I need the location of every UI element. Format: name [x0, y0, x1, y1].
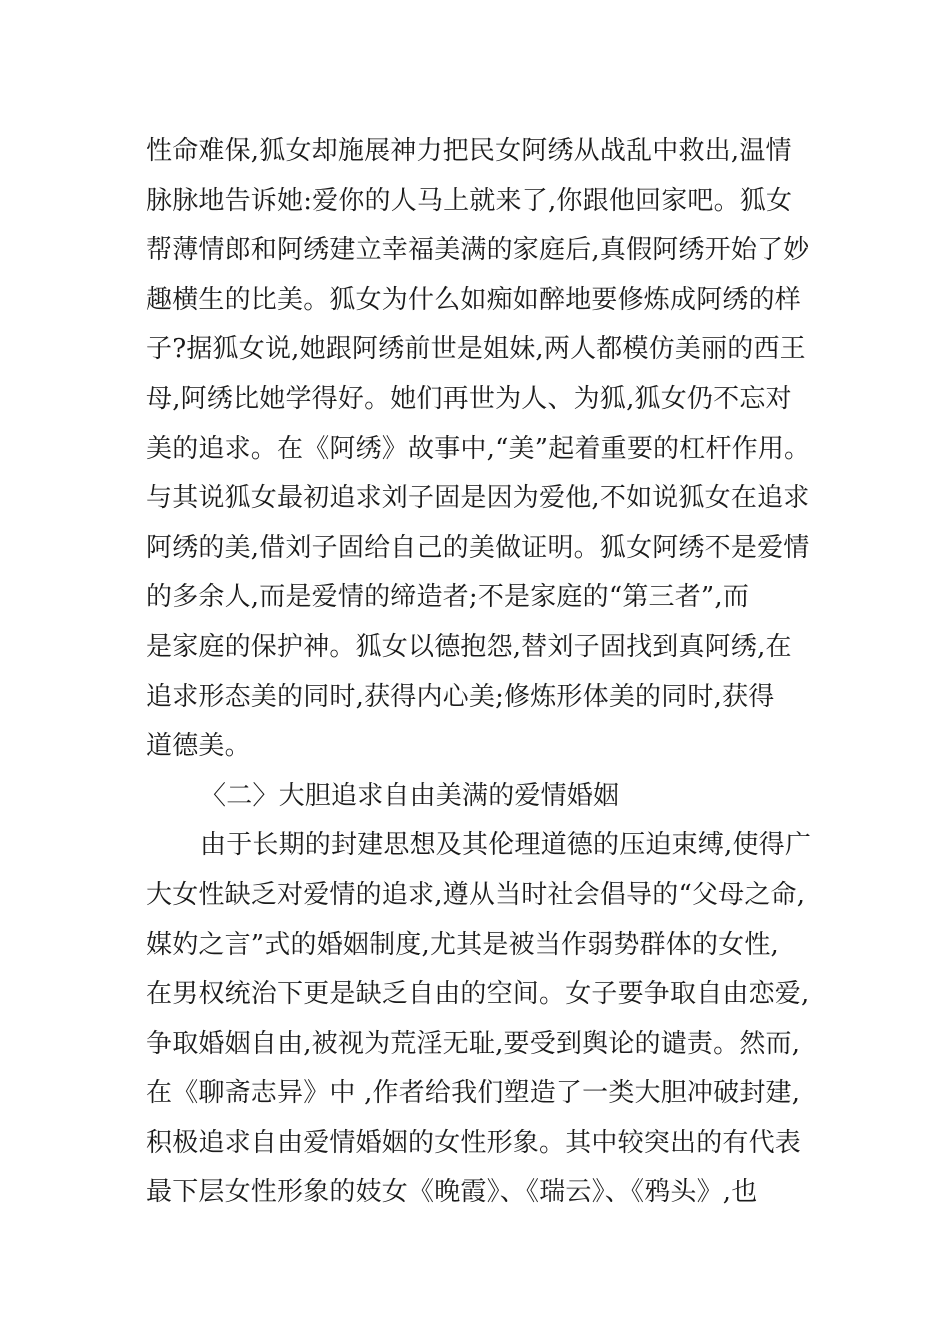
text-line: 趣横生的比美。狐女为什么如痴如醉地要修炼成阿绣的样: [146, 284, 802, 315]
paragraph-first-line: 由于长期的封建思想及其伦理道德的压迫束缚,使得广: [200, 830, 812, 861]
document-body: [146, 127, 816, 1218]
text-line: 性命难保,狐女却施展神力把民女阿绣从战乱中救出,温情: [146, 136, 792, 166]
text-line: 的多余人,而是爱情的缔造者;不是家庭的“第三者”,而: [146, 582, 750, 613]
section-heading: 〈二〉大胆追求自由美满的爱情婚姻: [200, 780, 620, 811]
text-line: 积极追求自由爱情婚姻的女性形象。其中较突出的有代表: [146, 1127, 802, 1158]
text-line: 美的追求。在《阿绣》故事中,“美”起着重要的杠杆作用。: [146, 433, 811, 464]
text-line: 脉脉地告诉她:爱你的人马上就来了,你跟他回家吧。狐女: [146, 185, 793, 216]
text-line: 争取婚姻自由,被视为荒淫无耻,要受到舆论的谴责。然而,: [146, 1028, 801, 1059]
text-line: 子?据狐女说,她跟阿绣前世是姐妹,两人都模仿美丽的西王: [146, 334, 806, 365]
text-line: 是家庭的保护神。狐女以德抱怨,替刘子固找到真阿绣,在: [146, 631, 792, 662]
text-line: 阿绣的美,借刘子固给自己的美做证明。狐女阿绣不是爱情: [146, 532, 810, 563]
text-line: 在《聊斋志异》中 ,作者给我们塑造了一类大胆冲破封建,: [146, 1078, 801, 1109]
text-line: 媒妁之言”式的婚姻制度,尤其是被当作弱势群体的女性,: [146, 929, 780, 960]
text-line: 母,阿绣比她学得好。她们再世为人、为狐,狐女仍不忘对: [146, 383, 792, 414]
text-line: 在男权统治下更是缺乏自由的空间。女子要争取自由恋爱,: [146, 979, 810, 1010]
text-line: 追求形态美的同时,获得内心美;修炼形体美的同时,获得: [146, 681, 775, 712]
text-line: 最下层女性形象的妓女《晚霞》、《瑞云》、《鸦头》,也: [146, 1177, 758, 1208]
text-line: 大女性缺乏对爱情的追求,遵从当时社会倡导的“父母之命,: [146, 879, 806, 910]
text-line: 帮薄情郎和阿绣建立幸福美满的家庭后,真假阿绣开始了妙: [146, 235, 810, 266]
text-line: 道德美。: [146, 731, 251, 762]
text-line: 与其说狐女最初追求刘子固是因为爱他,不如说狐女在追求: [146, 483, 810, 514]
